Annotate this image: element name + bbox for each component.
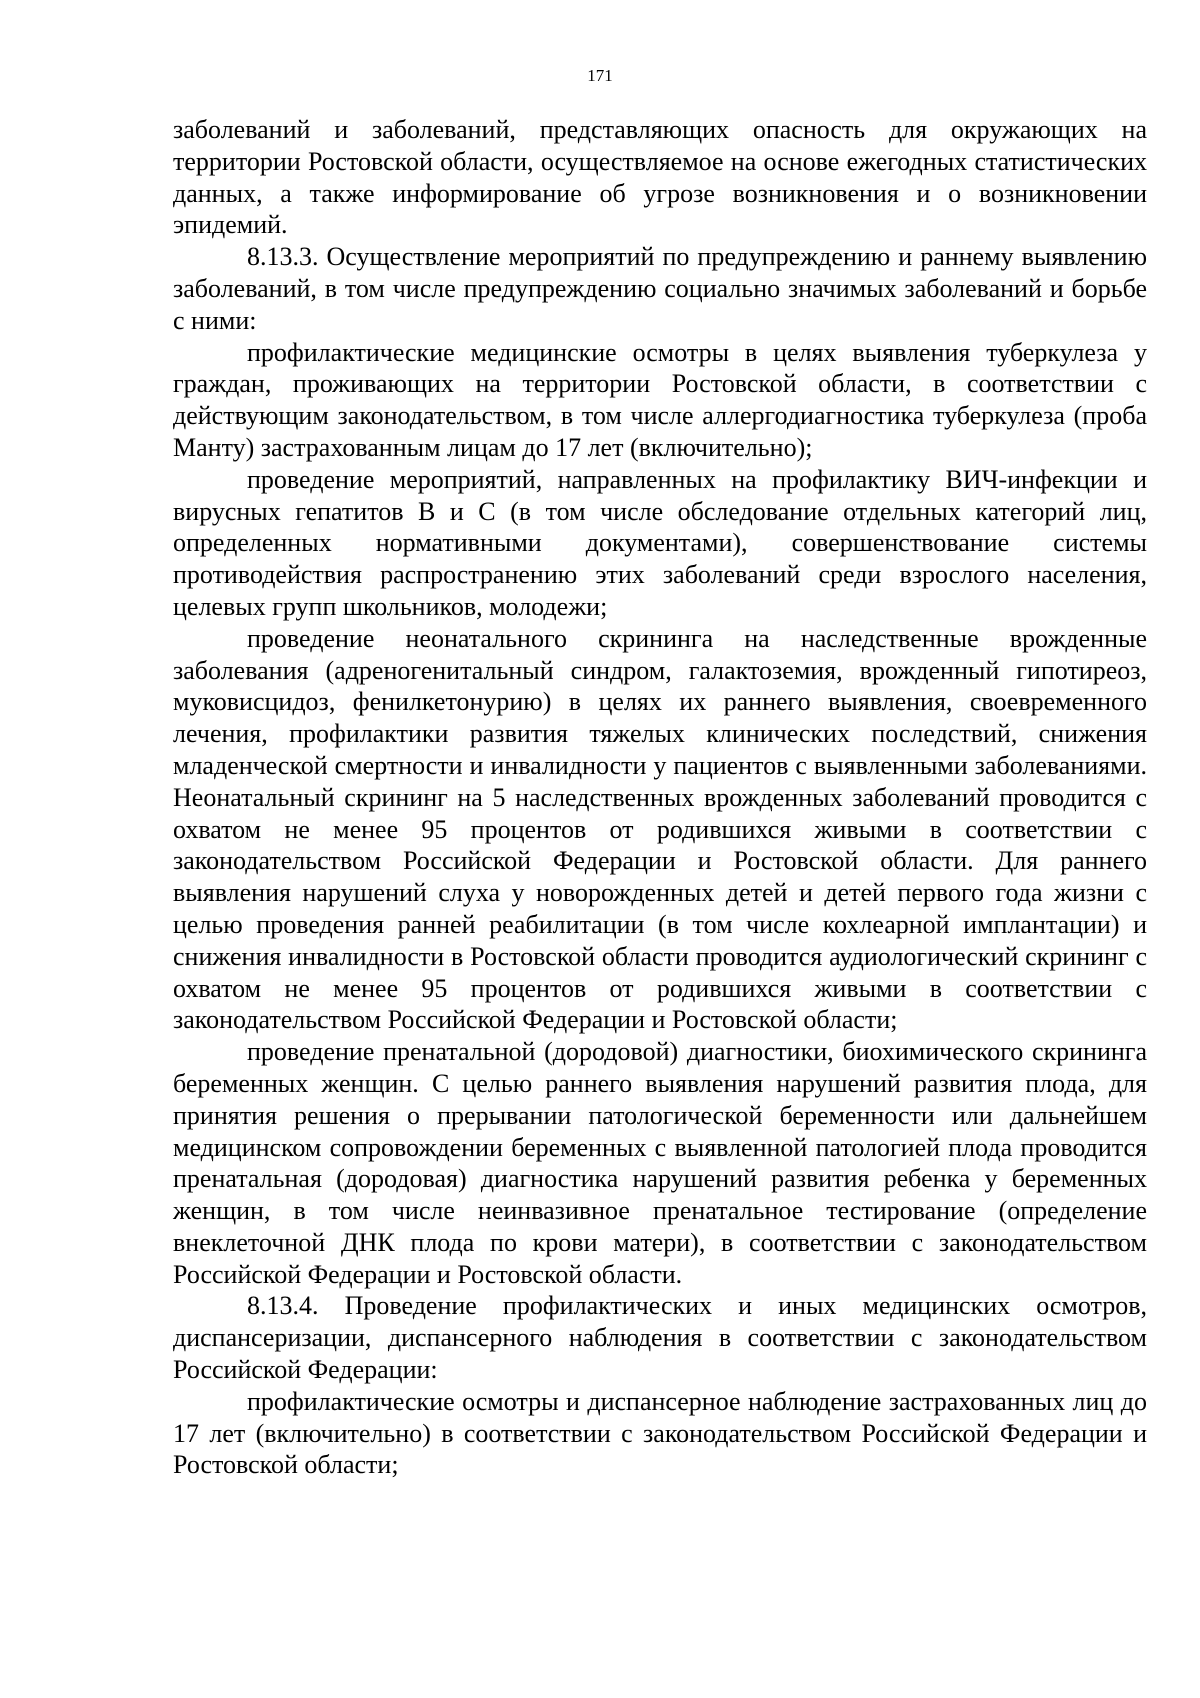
paragraph-prenatal-diagnostics: проведение пренатальной (дородовой) диагностики, биохимического скрининга беременных женщин. С целью раннего выявления нарушений развития плода, для принятия решения о прерывании патологической беременности или дальнейшем медицинском сопровождении беременных с выявленной патологией плода проводится пренатальная (дородовая) диагностика нарушений развития ребенка у беременных женщин, в том числе неинвазивное пренатальное тестирование (определение внеклеточной ДНК плода по крови матери), в соответствии с законодательством Российской Федерации и Ростовской области. (173, 1037, 1147, 1289)
page-number: 171 (587, 66, 613, 85)
paragraph-section-8-13-3: 8.13.3. Осуществление мероприятий по предупреждению и раннему выявлению заболеваний, в том числе предупреждению социально значимых заболеваний и борьбе с ними: (173, 242, 1147, 335)
paragraph-tuberculosis-screening: профилактические медицинские осмотры в целях выявления туберкулеза у граждан, проживающих на территории Ростовской области, в соответствии с действующим законодательством, в том числе аллергодиагностика туберкулеза (проба Манту) застрахованным лицам до 17 лет (включительно); (173, 337, 1147, 462)
paragraph-neonatal-screening: проведение неонатального скрининга на наследственные врожденные заболевания (адреногенитальный синдром, галактоземия, врожденный гипотиреоз, муковисцидоз, фенилкетонурию) в целях их раннего выявления, своевременного лечения, профилактики развития тяжелых клинических последствий, снижения младенческой смертности и инвалидности у пациентов с выявленными заболеваниями. Неонатальный скрининг на 5 наследственных врожденных заболеваний проводится с охватом не менее 95 процентов от родившихся живыми в соответствии с законодательством Российской Федерации и Ростовской области. Для раннего выявления нарушений слуха у новорожденных детей и детей первого года жизни с целью проведения ранней реабилитации (в том числе кохлеарной имплантации) и снижения инвалидности в Ростовской области проводится аудиологический скрининг с охватом не менее 95 процентов от родившихся живыми в соответствии с законодательством Российской Федерации и Ростовской области; (173, 623, 1147, 1035)
paragraph-preventive-examinations: профилактические осмотры и диспансерное наблюдение застрахованных лиц до 17 лет (включительно) в соответствии с законодательством Российской Федерации и Ростовской области; (173, 1386, 1147, 1480)
paragraph-section-8-13-4: 8.13.4. Проведение профилактических и иных медицинских осмотров, диспансеризации, диспансерного наблюдения в соответствии с законодательством Российской Федерации: (173, 1291, 1147, 1385)
paragraph-continuation: заболеваний и заболеваний, представляющих опасность для окружающих на территории Ростовской области, осуществляемое на основе ежегодных статистических данных, а также информирование об угрозе возникновения и о возникновении эпидемий. (173, 115, 1147, 240)
paragraph-hiv-hepatitis-prevention: проведение мероприятий, направленных на профилактику ВИЧ-инфекции и вирусных гепатитов В и С (в том числе обследование отдельных категорий лиц, определенных нормативными документами), совершенствование системы противодействия распространению этих заболеваний среди взрослого населения, целевых групп школьников, молодежи; (173, 464, 1147, 621)
document-body (173, 114, 1147, 1481)
